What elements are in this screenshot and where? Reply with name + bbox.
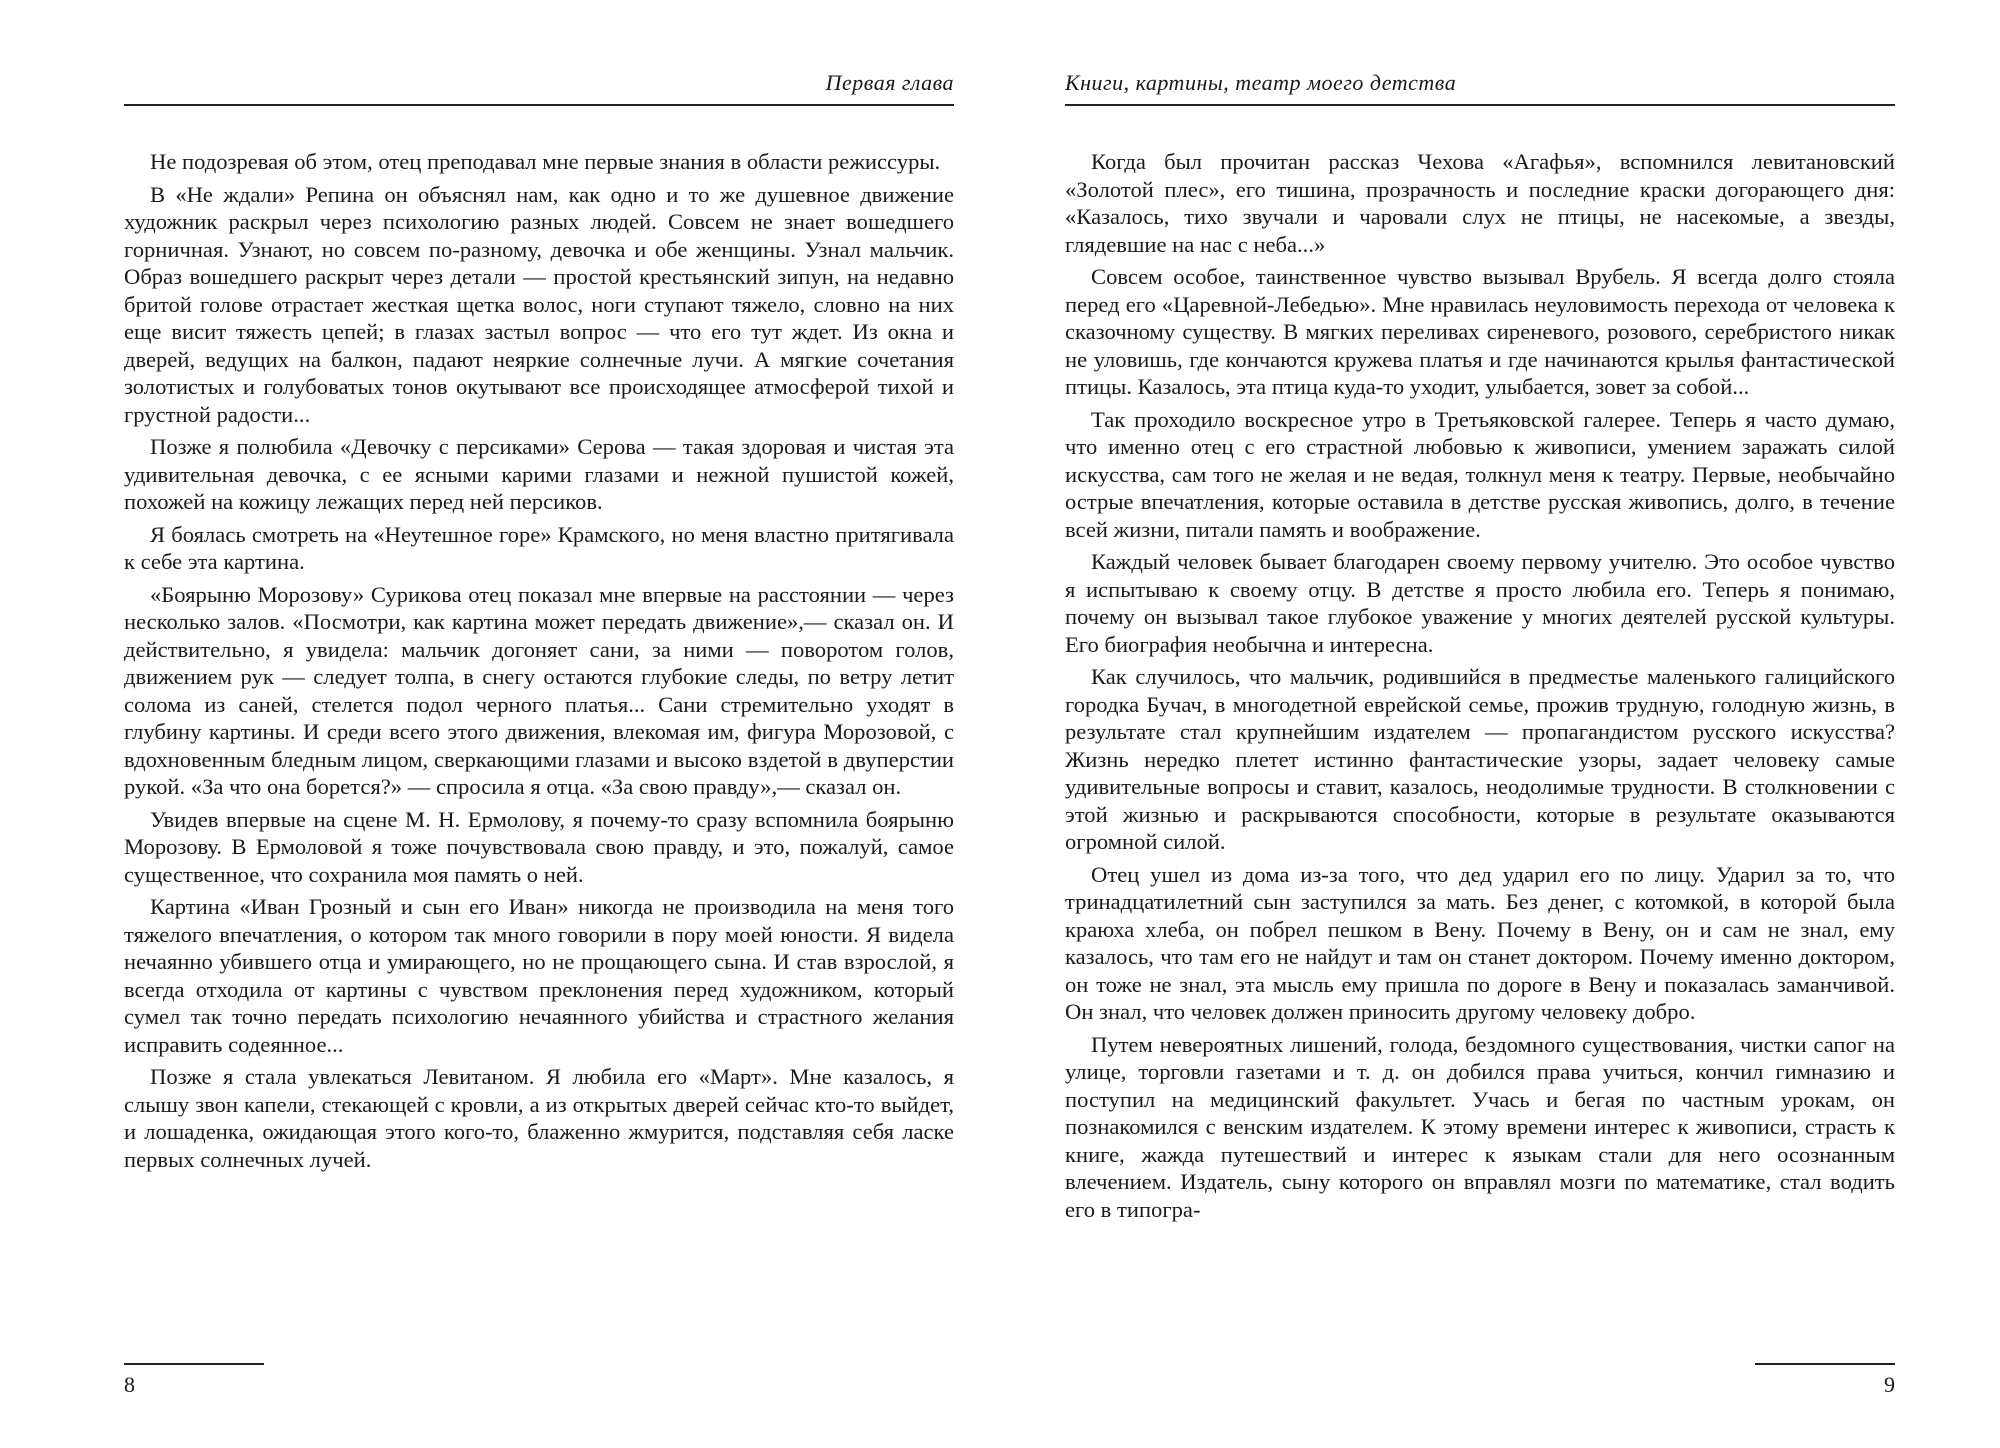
paragraph: Картина «Иван Грозный и сын его Иван» никогда не производила на меня того тяжелого впечатления, о котором так много говорили в пору моей юности. Я видела нечаянно убившего отца и умирающего, но не прощающего сына. И став взрослой, я всегда отходила от картины с чувством преклонения перед художником, который сумел так точно передать психологию нечаянного убийства и страстного желания исправить содеянное... — [124, 894, 954, 1057]
paragraph: Позже я полюбила «Девочку с персиками» Серова — такая здоровая и чистая эта удивительная девочка, с ее ясными карими глазами и нежной пушистой кожей, похожей на кожицу лежащих перед ней персиков. — [124, 434, 954, 514]
paragraph: Отец ушел из дома из-за того, что дед ударил его по лицу. Ударил за то, что тринадцатилетний сын заступился за мать. Без денег, с котомкой, в которой была краюха хлеба, он побрел пешком в Вену. Почему в Вену, он и сам не знал, ему казалось, что там его не найдут и там он станет доктором. Почему именно доктором, он тоже не знал, эта мысль ему пришла по дороге в Вену и показалась заманчивой. Он знал, что человек должен приносить другому человеку добро. — [1065, 861, 1895, 1024]
paragraph: Путем невероятных лишений, голода, бездомного существования, чистки сапог на улице, торговли газетами и т. д. он добился права учиться, кончил гимназию и поступил на медицинский факультет. Учась и бегая по частным урокам, он познакомился с венским издателем. К этому времени интерес к живописи, страсть к книге, жажда путешествий и интерес к языкам стали для него осознанным влечением. Издатель, сыну которого он вправлял мозги по математике, стал водить его в типогра- — [1065, 1031, 1895, 1222]
paragraph: Не подозревая об этом, отец преподавал мне первые знания в области режиссуры. — [150, 149, 941, 174]
header-rule-left — [124, 104, 954, 106]
body-text-left — [124, 148, 954, 1178]
footer-rule-right — [1755, 1363, 1895, 1365]
body-text-right — [1065, 148, 1895, 1228]
paragraph: Каждый человек бывает благодарен своему первому учителю. Это особое чувство я испытываю к своему отцу. В детстве я просто любила его. Теперь я понимаю, почему он вызывал такое глубокое уважение у многих деятелей русской культуры. Его биография необычна и интересна. — [1065, 549, 1895, 657]
paragraph: Увидев впервые на сцене М. Н. Ермолову, я почему-то сразу вспомнила боярыню Морозову. В Ермоловой я тоже почувствовала свою правду, и это, пожалуй, самое существенное, что сохранила моя память о ней. — [124, 806, 954, 887]
paragraph: Совсем особое, таинственное чувство вызывал Врубель. Я всегда долго стояла перед его «Царевной-Лебедью». Мне нравилась неуловимость перехода от человека к сказочному существу. В мягких переливах сиреневого, розового, серебристого никак не уловишь, где кончаются кружева платья и где начинаются крылья фантастической птицы. Казалось, эта птица куда-то уходит, улыбается, зовет за собой... — [1065, 264, 1895, 399]
right-page — [1065, 0, 1895, 1448]
header-rule-right — [1065, 104, 1895, 106]
paragraph: В «Не ждали» Репина он объяснял нам, как одно и то же душевное движение художник раскрыл через психологию разных людей. Совсем не знает вошедшего горничная. Узнают, но совсем по-разному, девочка и обе женщины. Узнал мальчик. Образ вошедшего раскрыт через детали — простой крестьянский зипун, на недавно бритой голове отрастает жесткая щетка волос, ноги ступают тяжело, словно на них еще висит тяжесть цепей; в глазах застыл вопрос — что его тут ждет. Из окна и дверей, ведущих на балкон, падают неяркие солнечные лучи. А мягкие сочетания золотистых и голубоватых тонов окутывают все происходящее атмосферой тихой и грустной радости... — [124, 181, 954, 427]
footer-rule-left — [124, 1363, 264, 1365]
running-head-left: Первая глава — [825, 70, 954, 95]
page-number-left: 8 — [124, 1372, 135, 1397]
paragraph: Когда был прочитан рассказ Чехова «Агафья», вспомнился левитановский «Золотой плес», его тишина, прозрачность и последние краски догорающего дня: «Казалось, тихо звучали и чаровали слух не птицы, не насекомые, а звезды, глядевшие на нас с неба...» — [1065, 149, 1895, 257]
paragraph: Я боялась смотреть на «Неутешное горе» Крамского, но меня властно притягивала к себе эта картина. — [124, 521, 954, 574]
page-number-right: 9 — [1884, 1372, 1895, 1397]
left-page — [124, 0, 954, 1448]
paragraph: «Боярыню Морозову» Сурикова отец показал мне впервые на расстоянии — через несколько залов. «Посмотри, как картина может передать движение»,— сказал он. И действительно, я увидела: мальчик догоняет сани, за ними — поворотом голов, движением рук — следует толпа, в снегу остаются глубокие следы, по ветру летит солома из саней, стелется подол черного платья... Сани стремительно уходят в глубину картины. И среди всего этого движения, влекомая им, фигура Морозовой, с вдохновенным бледным лицом, сверкающими глазами и высоко вздетой в двуперстии рукой. «За что она борется?» — спросила я отца. «За свою правду»,— сказал он. — [124, 581, 954, 799]
paragraph: Как случилось, что мальчик, родившийся в предместье маленького галицийского городка Бучач, в многодетной еврейской семье, прожив трудную, голодную жизнь, в результате стал крупнейшим издателем — пропагандистом русского искусства? Жизнь нередко плетет истинно фантастические узоры, задает человеку самые удивительные вопросы и ставит, казалось, неодолимые трудности. В столкновении с этой жизнью и раскрываются способности, которые в результате оказываются огромной силой. — [1065, 664, 1895, 854]
running-head-right: Книги, картины, театр моего детства — [1065, 70, 1457, 95]
paragraph: Позже я стала увлекаться Левитаном. Я любила его «Март». Мне казалось, я слышу звон капели, стекающей с кровли, а из открытых дверей сейчас кто-то выйдет, и лошаденка, ожидающая этого кого-то, блаженно жмурится, подставляя себя ласке первых солнечных лучей. — [124, 1064, 954, 1172]
paragraph: Так проходило воскресное утро в Третьяковской галерее. Теперь я часто думаю, что именно отец с его страстной любовью к живописи, умением заражать силой искусства, сам того не желая и не ведая, толкнул меня к театру. Первые, необычайно острые впечатления, которые оставила в детстве русская живопись, долго, в течение всей жизни, питали память и воображение. — [1065, 406, 1895, 542]
